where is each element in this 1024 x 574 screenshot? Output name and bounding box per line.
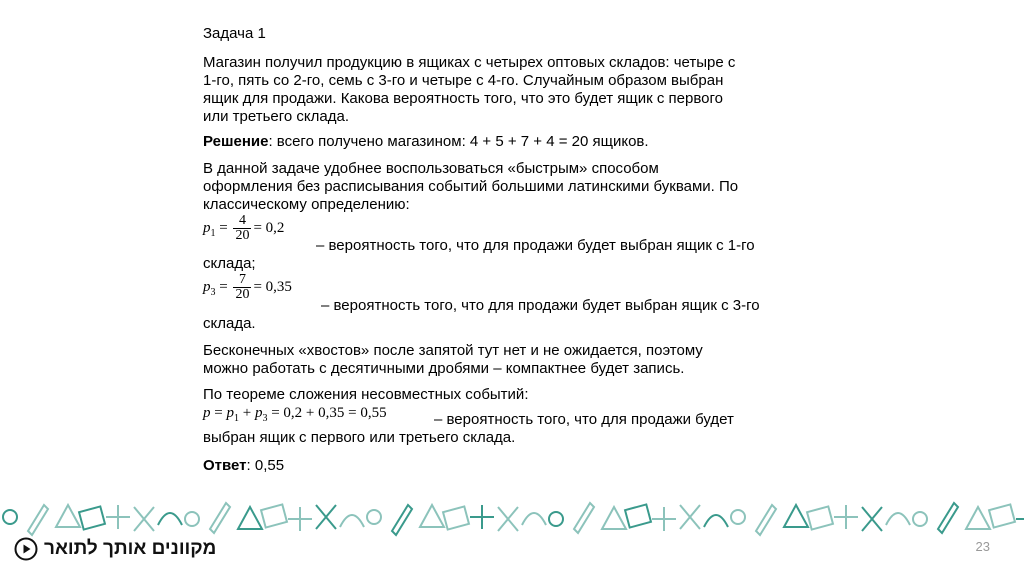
pattern-shape bbox=[549, 512, 563, 526]
pattern-shape bbox=[238, 507, 262, 529]
pattern-shape bbox=[392, 505, 412, 535]
pattern-shape bbox=[470, 505, 494, 529]
pattern-tiles bbox=[3, 503, 1024, 535]
formula-p1-tail: склада; bbox=[203, 255, 256, 272]
pattern-shape bbox=[989, 504, 1015, 527]
formula-sum-tail: выбран ящик с первого или третьего склада. bbox=[203, 429, 516, 446]
solution-label: Решение bbox=[203, 133, 269, 150]
intro-line: классическому определению: bbox=[203, 196, 410, 213]
pattern-shape bbox=[574, 503, 594, 533]
formula-p3-description: – вероятность того, что для продажи будет выбран ящик с 3-го bbox=[321, 297, 760, 314]
pattern-shape bbox=[522, 513, 546, 525]
theorem-line: По теореме сложения несовместных событий: bbox=[203, 386, 529, 403]
pattern-shape bbox=[731, 510, 745, 524]
pattern-shape bbox=[158, 513, 182, 525]
answer-line bbox=[203, 457, 284, 475]
fraction: $\frac{7}{20}$ bbox=[235, 272, 250, 302]
pattern-shape bbox=[340, 515, 364, 527]
problem-line: ящик для продажи. Какова вероятность того, что это будет ящик с первого bbox=[203, 90, 723, 107]
pattern-shape bbox=[807, 506, 833, 529]
formula-p3: $p_3$ = $\frac{7}{20}$ = 0,35 bbox=[203, 272, 292, 302]
decorative-pattern-band bbox=[0, 497, 1024, 537]
pattern-shape bbox=[106, 505, 130, 529]
pattern-shape bbox=[625, 504, 651, 527]
pattern-shape bbox=[680, 505, 700, 529]
pattern-shape bbox=[913, 512, 927, 526]
pattern-shape bbox=[134, 507, 154, 531]
pattern-shape bbox=[261, 504, 287, 527]
pattern-shape bbox=[3, 510, 17, 524]
problem-line: 1-го, пять со 2-го, семь с 3-го и четыре с 4-го. Случайным образом выбран bbox=[203, 72, 724, 89]
pattern-shape bbox=[834, 505, 858, 529]
problem-line: Магазин получил продукцию в ящиках с четырех оптовых складов: четыре с bbox=[203, 54, 736, 71]
solution-text: : всего получено магазином: 4 + 5 + 7 + 4 = 20 ящиков. bbox=[268, 133, 649, 150]
pattern-shape bbox=[862, 507, 882, 531]
pattern-shape bbox=[56, 505, 80, 527]
fraction: $\frac{4}{20}$ bbox=[235, 213, 250, 243]
pattern-shape bbox=[316, 505, 336, 529]
pattern-shape bbox=[602, 507, 626, 529]
pattern-shape bbox=[367, 510, 381, 524]
pattern-shape bbox=[938, 503, 958, 533]
formula-p3-tail: склада. bbox=[203, 315, 256, 332]
pattern-shape bbox=[1016, 507, 1024, 531]
brand-text: מקוונים אותך לתואר bbox=[44, 538, 217, 559]
pattern-shape bbox=[756, 505, 776, 535]
pattern-shape bbox=[79, 506, 105, 529]
solution-line bbox=[203, 133, 649, 151]
pattern-shape bbox=[443, 506, 469, 529]
formula-p1: $p_1$ = $\frac{4}{20}$ = 0,2 bbox=[203, 213, 285, 243]
intro-line: оформления без расписывания событий большими латинскими буквами. По bbox=[203, 178, 739, 195]
pattern-shape bbox=[966, 507, 990, 529]
brand-logo[interactable] bbox=[14, 536, 216, 562]
formula-sum: $p = p_1 + p_3 = 0,2 + 0,35 = 0,55$ bbox=[203, 405, 387, 424]
answer-label: Ответ bbox=[203, 457, 247, 474]
intro-line: В данной задаче удобнее воспользоваться «быстрым» способом bbox=[203, 160, 659, 177]
pattern-shape bbox=[784, 505, 808, 527]
pattern-shape bbox=[185, 512, 199, 526]
problem-line: или третьего склада. bbox=[203, 108, 350, 125]
pattern-shape bbox=[704, 515, 728, 527]
pattern-shape bbox=[498, 507, 518, 531]
task-title: Задача 1 bbox=[203, 25, 266, 42]
pattern-shape bbox=[288, 507, 312, 531]
pattern-shape bbox=[28, 505, 48, 535]
tails-line: Бесконечных «хвостов» после запятой тут нет и не ожидается, поэтому bbox=[203, 342, 703, 359]
pattern-shape bbox=[420, 505, 444, 527]
tails-line: можно работать с десятичными дробями – компактнее будет запись. bbox=[203, 360, 685, 377]
formula-sum-description: – вероятность того, что для продажи будет bbox=[434, 411, 734, 428]
answer-text: : 0,55 bbox=[246, 457, 285, 474]
pattern-shape bbox=[652, 507, 676, 531]
page-number: 23 bbox=[975, 539, 990, 554]
play-circle-icon bbox=[14, 537, 38, 561]
pattern-shape bbox=[886, 513, 910, 525]
formula-p1-description: – вероятность того, что для продажи будет выбран ящик с 1-го bbox=[316, 237, 755, 254]
pattern-shape bbox=[210, 503, 230, 533]
